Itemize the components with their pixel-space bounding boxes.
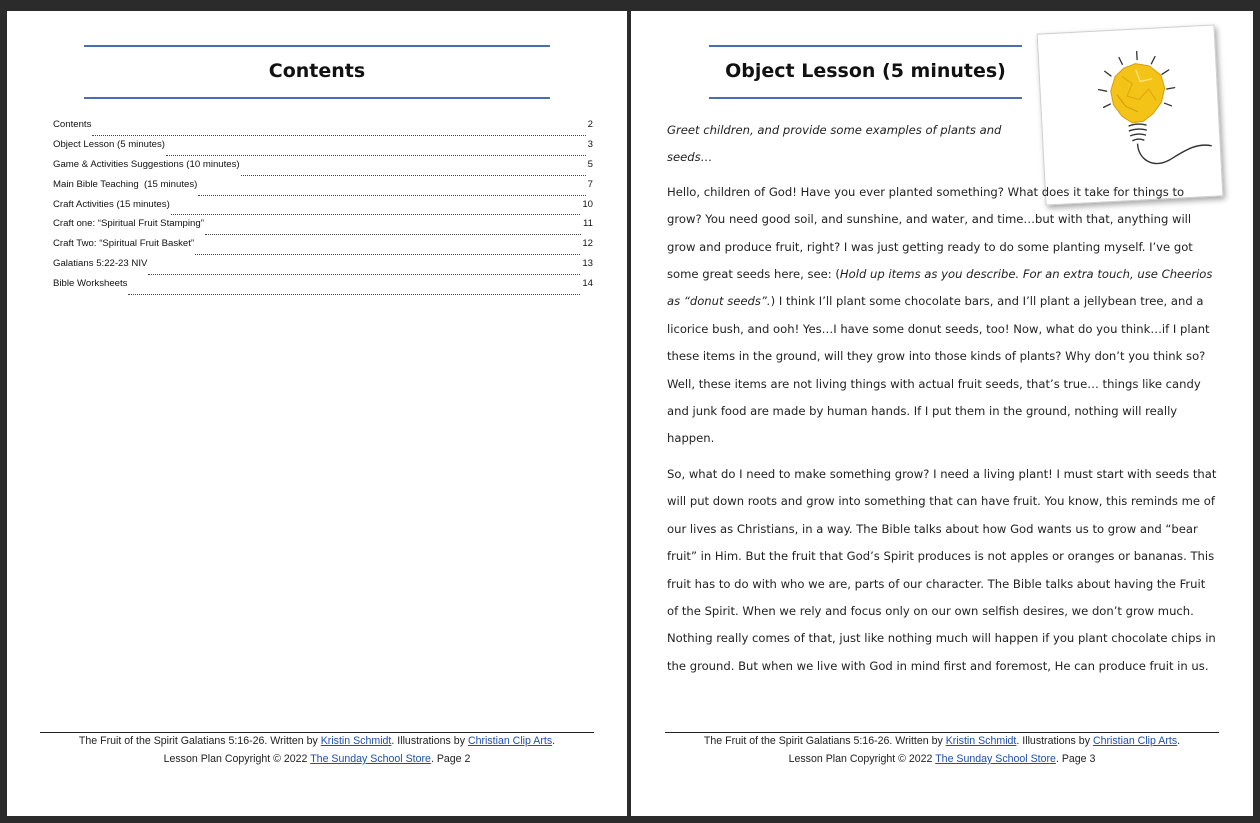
toc-entry-page: 14 (582, 278, 593, 290)
footer-line-2 (665, 750, 1219, 768)
page-right (631, 11, 1253, 816)
toc-entry-page: 10 (582, 198, 593, 210)
toc-entry-title: Game & Activities Suggestions (10 minutes) (53, 158, 240, 170)
author-link[interactable]: Kristin Schmidt (320, 735, 392, 747)
footer (40, 732, 594, 768)
paragraph-2: So, what do I need to make something grow? I need a living plant! I must start with seeds that will put down roots and grow into something that can have fruit. You know, this reminds me of our lives as Christians, in a way. The Bible talks about how God wants us to grow and “bear fruit” in Him. But the fruit that God’s Spirit produces is not apples or oranges or bananas. This fruit has to do with who we are, parts of our character. The Bible talks about having the Fruit of the Spirit. When we rely and focus only on our own selfish desires, we don’t grow much. Nothing really comes of that, just like nothing much will happen if you plant chocolate chips in the ground. But when we live with God in mind first and foremost, He can produce fruit in us. (667, 466, 1217, 673)
page-number: . Page 2 (430, 753, 471, 765)
toc-entry-page: 13 (582, 258, 593, 270)
paragraph-text: Hello, children of God! Have you ever planted something? What does it take for things to grow? You need good soil, and sunshine, and water, and time…but with that, anything will grow and produce fruit, right? I was just getting ready to do some planting myself. I’ve got some great seeds here, see: ( (667, 184, 1193, 282)
toc-entry[interactable] (53, 119, 593, 139)
heading-rule-top (709, 45, 1022, 47)
footer-text: . (552, 735, 556, 747)
toc-entry-title: Contents (53, 119, 92, 130)
footer-text: . Illustrations by (391, 735, 468, 747)
toc-entry-title: Object Lesson (5 minutes) (53, 138, 165, 150)
toc-entry-title: Main Bible Teaching (15 minutes) (53, 178, 198, 190)
page-number: . Page 3 (1055, 753, 1096, 765)
toc-entry[interactable] (53, 199, 593, 219)
toc-entry[interactable] (53, 278, 593, 298)
footer-text: The Fruit of the Spirit Galatians 5:16-26. Written by (703, 735, 946, 747)
footer-text: Lesson Plan Copyright © 2022 (788, 753, 936, 765)
page-left (7, 11, 627, 816)
object-lesson-heading: Object Lesson (5 minutes) (725, 60, 1006, 82)
illustrator-link[interactable]: Christian Clip Arts (1092, 735, 1178, 747)
heading-rule-bottom (84, 97, 550, 99)
store-link[interactable]: The Sunday School Store (310, 753, 431, 765)
footer-line-1 (665, 732, 1219, 750)
contents-heading: Contents (268, 60, 366, 82)
toc-entry[interactable] (53, 238, 593, 258)
toc-entry-page: 5 (587, 158, 593, 170)
toc-entry-page: 3 (587, 138, 593, 150)
stage-direction: Hold up items as you describe. For an extra touch, use Cheerios as “donut seeds”. (667, 267, 1213, 309)
toc-entry-page: 11 (583, 218, 593, 230)
toc-dot-leader (198, 194, 585, 196)
toc-entry[interactable] (53, 179, 593, 199)
toc-entry-page: 12 (582, 238, 593, 250)
author-link[interactable]: Kristin Schmidt (945, 735, 1017, 747)
paragraph-1 (667, 179, 1219, 453)
toc-entry[interactable] (53, 258, 593, 278)
footer-text: . Illustrations by (1016, 735, 1093, 747)
toc-entry-title: Craft Two: “Spiritual Fruit Basket” (53, 238, 195, 250)
footer-line-1 (40, 732, 594, 750)
toc-entry-page: 7 (587, 178, 593, 190)
illustrator-link[interactable]: Christian Clip Arts (467, 735, 553, 747)
toc-dot-leader (195, 253, 580, 255)
toc-entry[interactable] (53, 218, 593, 238)
toc-dot-leader (128, 293, 580, 295)
toc-dot-leader (166, 154, 586, 156)
footer-text: The Fruit of the Spirit Galatians 5:16-26. Written by (78, 735, 321, 747)
toc-entry[interactable] (53, 159, 593, 179)
toc-dot-leader (92, 134, 585, 136)
toc-dot-leader (241, 174, 586, 176)
footer (665, 732, 1219, 768)
lesson-body (667, 117, 1219, 688)
toc-dot-leader (205, 233, 581, 235)
store-link[interactable]: The Sunday School Store (935, 753, 1056, 765)
toc-entry-title: Galatians 5:22-23 NIV (53, 258, 148, 270)
intro-instruction: Greet children, and provide some examples of plants and seeds… (667, 123, 1002, 165)
toc-dot-leader (171, 213, 581, 215)
heading-rule-top (84, 45, 550, 47)
toc-entry-title: Craft Activities (15 minutes) (53, 198, 170, 210)
table-of-contents (53, 119, 593, 298)
footer-text: Lesson Plan Copyright © 2022 (163, 753, 311, 765)
heading-rule-bottom (709, 97, 1022, 99)
footer-line-2 (40, 750, 594, 768)
toc-dot-leader (148, 273, 580, 275)
toc-entry[interactable] (53, 139, 593, 159)
toc-entry-page: 2 (587, 119, 593, 130)
toc-entry-title: Bible Worksheets (53, 278, 128, 290)
paragraph-text: ) I think I’ll plant some chocolate bars, and I’ll plant a jellybean tree, and a licorice bush, and ooh! Yes…I have some donut seeds, too! Now, what do you think…if I plant these items in the ground, will they grow into those kinds of plants? Why don’t you think so? Well, these items are not living things with actual fruit seeds, that’s true… things like candy and junk food are made by human hands. If I put them in the ground, nothing will really happen. (667, 294, 1210, 446)
footer-text: . (1177, 735, 1181, 747)
toc-entry-title: Craft one: “Spiritual Fruit Stamping” (53, 218, 204, 230)
